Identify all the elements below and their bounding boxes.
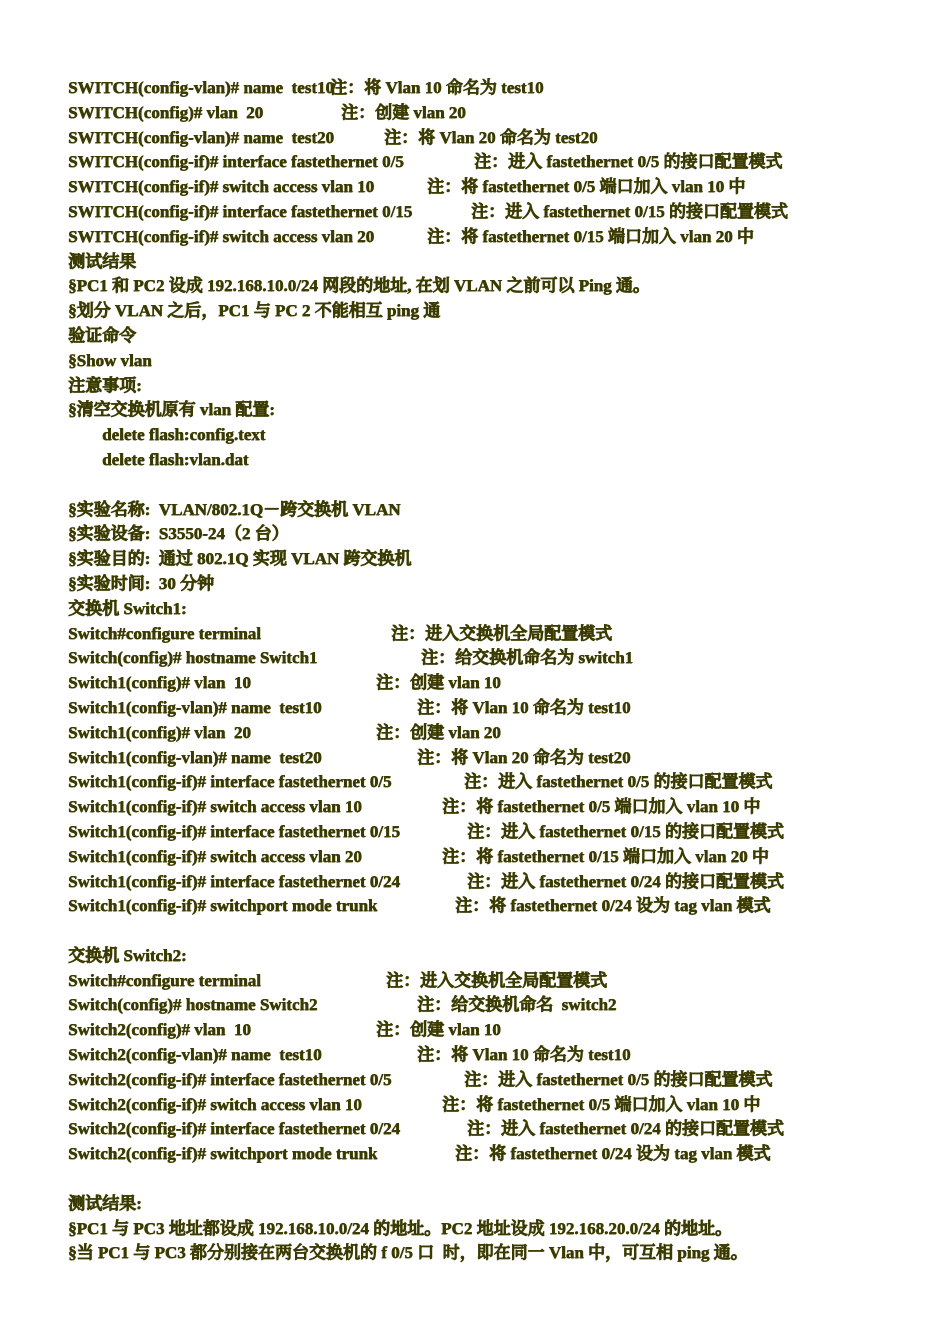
config-line: Switch1(config-vlan)# name test10 注：将 Vlan 10 命名为 test10 — [68, 697, 631, 717]
verify-line: §Show vlan — [68, 350, 152, 370]
config-line: Switch#configure terminal 注：进入交换机全局配置模式 — [68, 970, 607, 990]
final-result-heading: 测试结果: — [68, 1193, 142, 1213]
config-line: Switch1(config)# vlan 20 注：创建 vlan 20 — [68, 722, 501, 742]
final-result-line: §PC1 与 PC3 地址都设成 192.168.10.0/24 的地址。PC2 地址设成 192.168.20.0/24 的地址。 — [68, 1218, 732, 1238]
config-line: Switch1(config-vlan)# name test20 注：将 Vlan 20 命名为 test20 — [68, 747, 631, 767]
config-line: SWITCH(config-if)# switch access vlan 20 注：将 fastethernet 0/15 端口加入 vlan 20 中 — [68, 226, 754, 246]
config-line: Switch2(config)# vlan 10 注：创建 vlan 10 — [68, 1020, 501, 1040]
notice-command: delete flash:vlan.dat — [102, 449, 249, 469]
section1-commands — [68, 76, 928, 250]
experiment-name: §实验名称: VLAN/802.1Q－跨交换机 VLAN — [68, 499, 401, 519]
config-line: Switch1(config-if)# switchport mode trunk 注：将 fastethernet 0/24 设为 tag vlan 模式 — [68, 896, 771, 916]
config-line: Switch2(config-vlan)# name test10 注：将 Vlan 10 命名为 test10 — [68, 1045, 631, 1065]
config-line: Switch1(config-if)# interface fastethernet 0/5 注：进入 fastethernet 0/5 的接口配置模式 — [68, 772, 773, 792]
config-line: Switch2(config-if)# switchport mode trunk 注：将 fastethernet 0/24 设为 tag vlan 模式 — [68, 1144, 771, 1164]
document-body — [68, 76, 928, 1266]
experiment-time: §实验时间: 30 分钟 — [68, 573, 214, 593]
test-result-heading: 测试结果 — [68, 251, 136, 271]
spacer — [68, 919, 928, 944]
config-line: Switch2(config-if)# switch access vlan 10 注：将 fastethernet 0/5 端口加入 vlan 10 中 — [68, 1094, 761, 1114]
config-line: Switch1(config-if)# switch access vlan 10 注：将 fastethernet 0/5 端口加入 vlan 10 中 — [68, 797, 761, 817]
config-line: SWITCH(config-if)# interface fastethernet 0/5 注：进入 fastethernet 0/5 的接口配置模式 — [68, 152, 783, 172]
switch1-commands — [68, 622, 928, 920]
notice-line: §清空交换机原有 vlan 配置: — [68, 400, 275, 420]
config-line: Switch1(config-if)# interface fastethernet 0/24 注：进入 fastethernet 0/24 的接口配置模式 — [68, 871, 784, 891]
experiment-purpose: §实验目的: 通过 802.1Q 实现 VLAN 跨交换机 — [68, 549, 412, 569]
config-line: SWITCH(config-if)# switch access vlan 10 注：将 fastethernet 0/5 端口加入 vlan 10 中 — [68, 177, 746, 197]
config-line: SWITCH(config-vlan)# name test20 注：将 Vlan 20 命名为 test20 — [68, 127, 598, 147]
switch1-heading: 交换机 Switch1: — [68, 598, 187, 618]
verify-heading: 验证命令 — [68, 325, 136, 345]
test-result-line: §划分 VLAN 之后，PC1 与 PC 2 不能相互 ping 通 — [68, 301, 441, 321]
config-line: Switch#configure terminal 注：进入交换机全局配置模式 — [68, 623, 612, 643]
notice-command: delete flash:config.text — [102, 425, 266, 445]
final-result-line: §当 PC1 与 PC3 都分别接在两台交换机的 f 0/5 口 时，即在同一 Vlan 中，可互相 ping 通。 — [68, 1243, 748, 1263]
test-result-line: §PC1 和 PC2 设成 192.168.10.0/24 网段的地址, 在划 VLAN 之前可以 Ping 通。 — [68, 276, 650, 296]
config-line: Switch(config)# hostname Switch2 注：给交换机命名 switch2 — [68, 995, 617, 1015]
switch2-commands — [68, 969, 928, 1167]
config-line: Switch1(config-if)# interface fastethernet 0/15 注：进入 fastethernet 0/15 的接口配置模式 — [68, 821, 784, 841]
config-line: SWITCH(config)# vlan 20 注：创建 vlan 20 — [68, 102, 466, 122]
switch2-heading: 交换机 Switch2: — [68, 945, 187, 965]
config-line: Switch1(config-if)# switch access vlan 20 注：将 fastethernet 0/15 端口加入 vlan 20 中 — [68, 846, 769, 866]
config-line: SWITCH(config-vlan)# name test10注：将 Vlan 10 命名为 test10 — [68, 78, 544, 97]
config-line: Switch2(config-if)# interface fastethernet 0/5 注：进入 fastethernet 0/5 的接口配置模式 — [68, 1069, 773, 1089]
experiment-device: §实验设备: S3550-24（2 台） — [68, 524, 289, 544]
config-line: Switch2(config-if)# interface fastethernet 0/24 注：进入 fastethernet 0/24 的接口配置模式 — [68, 1119, 784, 1139]
config-line: SWITCH(config-if)# interface fastethernet 0/15 注：进入 fastethernet 0/15 的接口配置模式 — [68, 201, 788, 221]
config-line: Switch1(config)# vlan 10 注：创建 vlan 10 — [68, 673, 501, 693]
config-line: Switch(config)# hostname Switch1 注：给交换机命名为 switch1 — [68, 648, 634, 668]
spacer — [68, 473, 928, 498]
notice-heading: 注意事项: — [68, 375, 142, 395]
spacer — [68, 1167, 928, 1192]
